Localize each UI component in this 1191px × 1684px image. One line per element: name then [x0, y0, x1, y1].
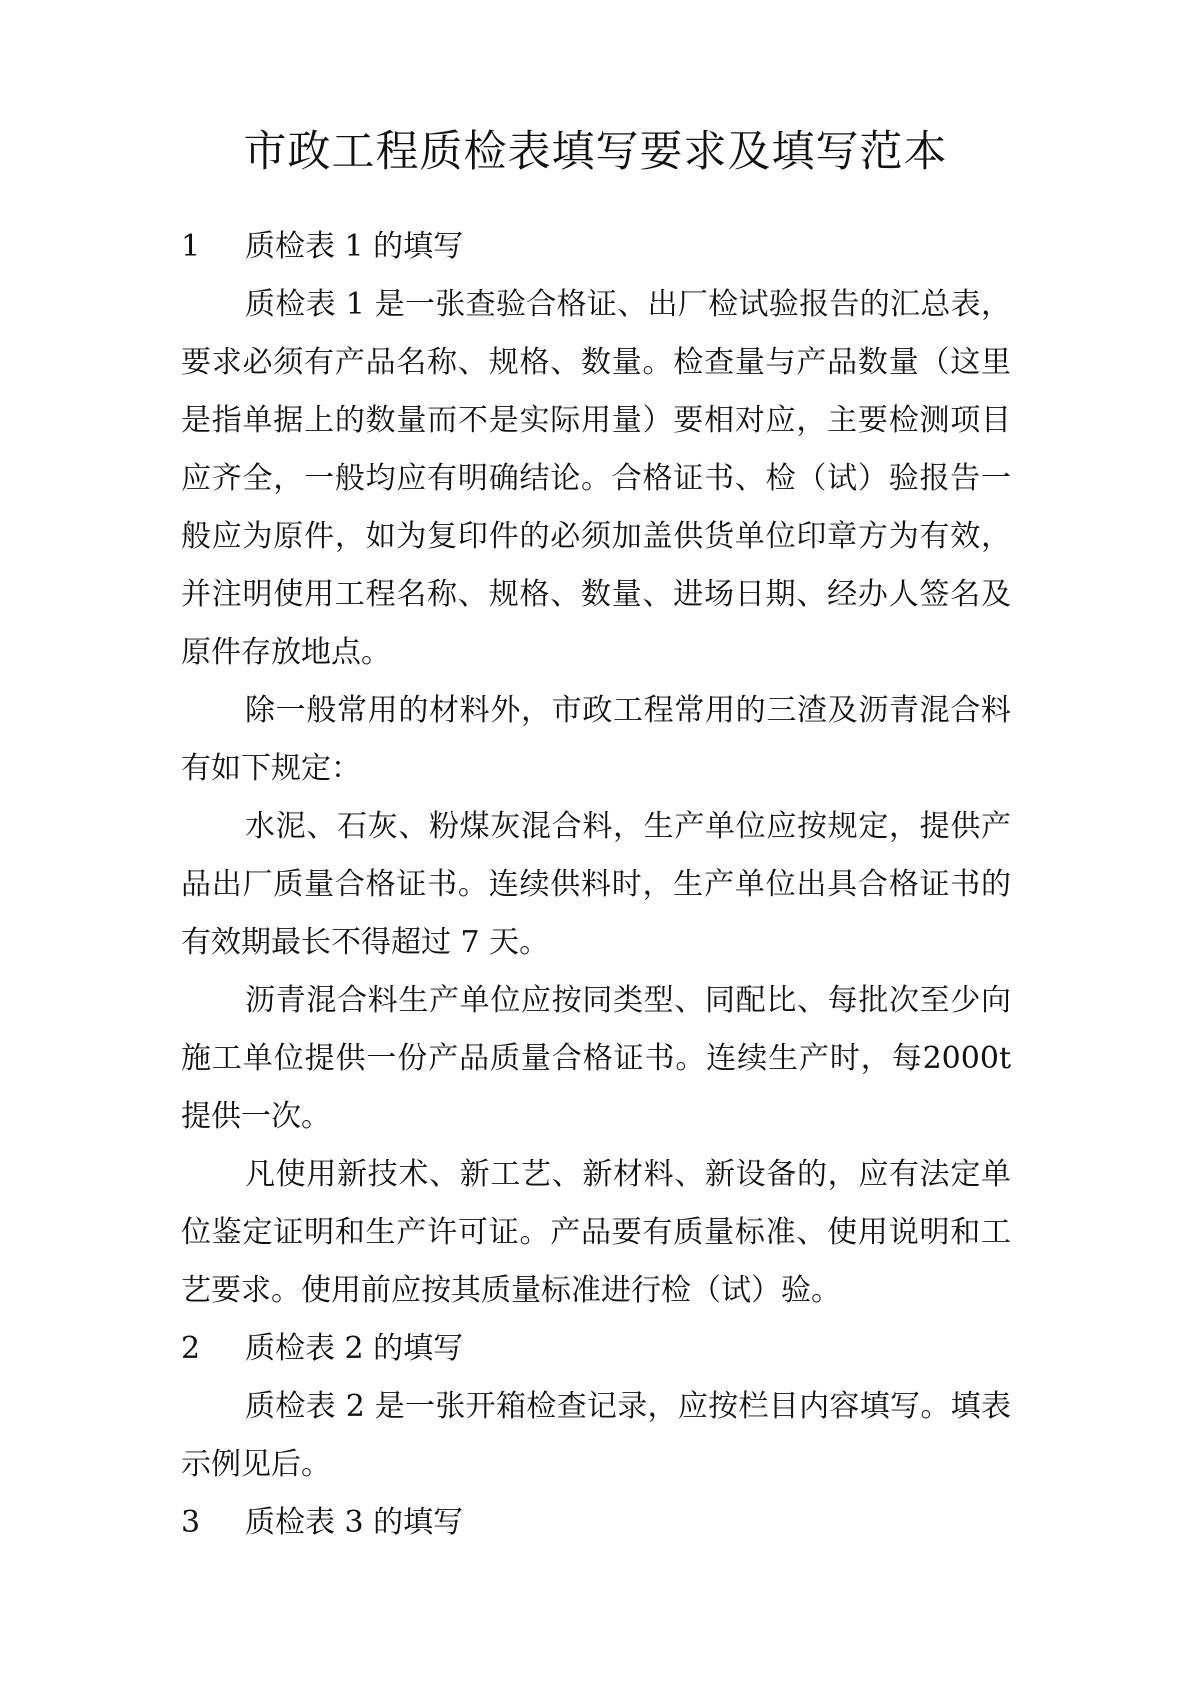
section-heading-1 — [181, 218, 1011, 276]
paragraph: 除一般常用的材料外，市政工程常用的三渣及沥青混合料有如下规定： — [181, 693, 1011, 786]
section-heading-3 — [181, 1494, 1011, 1552]
paragraph: 水泥、石灰、粉煤灰混合料，生产单位应按规定，提供产品出厂质量合格证书。连续供料时，生产单位出具合格证书的有效期最长不得超过 7 天。 — [181, 809, 1011, 960]
document-body — [181, 218, 1011, 1552]
section-heading-text: 质检表 2 的填写 — [245, 1331, 464, 1366]
section-heading-text: 质检表 3 的填写 — [245, 1505, 464, 1540]
paragraph: 质检表 2 是一张开箱检查记录，应按栏目内容填写。填表示例见后。 — [181, 1389, 1011, 1482]
section-number: 1 — [181, 229, 201, 264]
document-title: 市政工程质检表填写要求及填写范本 — [243, 127, 948, 177]
section-number: 2 — [181, 1331, 201, 1366]
section-heading-2 — [181, 1320, 1011, 1378]
section-number: 3 — [181, 1505, 201, 1540]
section-heading-text: 质检表 1 的填写 — [245, 229, 464, 264]
paragraph: 质检表 1 是一张查验合格证、出厂检试验报告的汇总表，要求必须有产品名称、规格、数量。检查量与产品数量（这里是指单据上的数量而不是实际用量）要相对应，主要检测项目应齐全，一般均应有明确结论。合格证书、检（试）验报告一般应为原件，如为复印件的必须加盖供货单位印章方为有效，并注明使用工程名称、规格、数量、进场日期、经办人签名及原件存放地点。 — [181, 287, 1011, 670]
paragraph: 沥青混合料生产单位应按同类型、同配比、每批次至少向施工单位提供一份产品质量合格证书。连续生产时，每2000t提供一次。 — [181, 983, 1011, 1134]
paragraph: 凡使用新技术、新工艺、新材料、新设备的，应有法定单位鉴定证明和生产许可证。产品要有质量标准、使用说明和工艺要求。使用前应按其质量标准进行检（试）验。 — [181, 1157, 1011, 1308]
